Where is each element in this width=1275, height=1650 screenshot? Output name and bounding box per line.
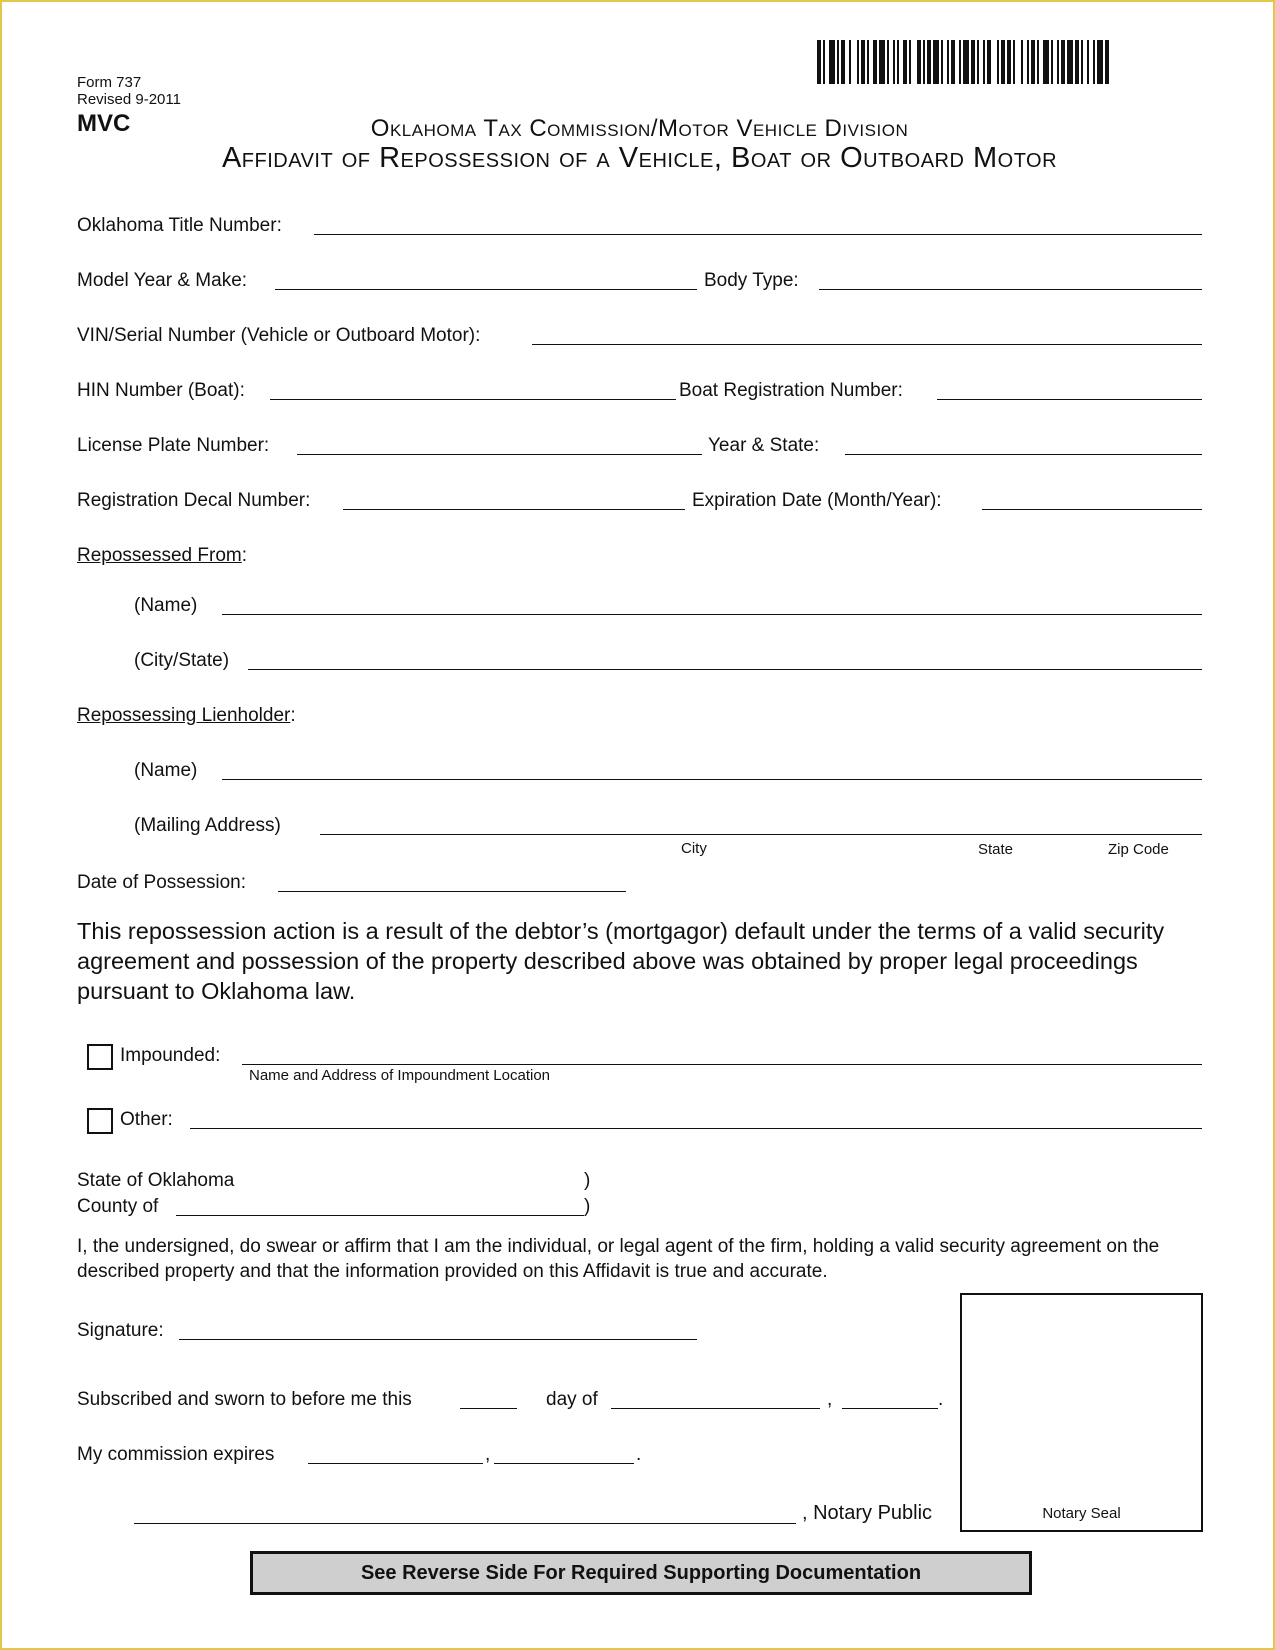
- notary-public-label: , Notary Public: [802, 1502, 933, 1524]
- other-checkbox[interactable]: [87, 1108, 113, 1134]
- commission-comma: ,: [485, 1444, 491, 1465]
- notary-seal-label: Notary Seal: [1042, 1505, 1121, 1522]
- year-state-label: Year & State:: [708, 435, 820, 456]
- impounded-label: Impounded:: [120, 1045, 221, 1066]
- day-of-label: day of: [546, 1389, 598, 1410]
- commission-date-line[interactable]: [308, 1463, 483, 1464]
- venue-county-label: County of: [77, 1196, 159, 1217]
- title-number-label: Oklahoma Title Number:: [77, 215, 282, 236]
- division-code: MVC: [77, 110, 131, 137]
- title-number-line[interactable]: [314, 234, 1202, 235]
- impounded-line[interactable]: [242, 1064, 1202, 1065]
- commission-period: .: [636, 1444, 642, 1465]
- notary-seal-box: [960, 1293, 1203, 1532]
- repossessed-city-line[interactable]: [248, 669, 1202, 670]
- signature-line[interactable]: [179, 1339, 697, 1340]
- boat-registration-line[interactable]: [937, 399, 1202, 400]
- hin-line[interactable]: [270, 399, 676, 400]
- impound-caption: Name and Address of Impoundment Location: [249, 1067, 551, 1084]
- mailing-address-line[interactable]: [320, 834, 1202, 835]
- body-type-line[interactable]: [819, 289, 1202, 290]
- other-label: Other:: [120, 1109, 173, 1130]
- body-type-label: Body Type:: [704, 270, 799, 291]
- mailing-address-label: (Mailing Address): [134, 815, 281, 836]
- subscribed-comma: ,: [827, 1389, 833, 1410]
- license-plate-line[interactable]: [297, 454, 702, 455]
- venue-paren-1: ): [584, 1170, 591, 1191]
- venue-county-line[interactable]: [176, 1215, 584, 1216]
- subscribed-year-line[interactable]: [842, 1408, 938, 1409]
- revised-date: Revised 9-2011: [77, 91, 181, 108]
- hin-label: HIN Number (Boat):: [77, 380, 245, 401]
- model-year-make-line[interactable]: [275, 289, 697, 290]
- reverse-side-banner: See Reverse Side For Required Supporting Documentation: [250, 1551, 1032, 1595]
- date-possession-line[interactable]: [278, 891, 626, 892]
- commission-label: My commission expires: [77, 1444, 275, 1465]
- notary-public-line[interactable]: [134, 1523, 796, 1524]
- state-caption: State: [978, 841, 1014, 858]
- lienholder-heading: Repossessing Lienholder:: [77, 705, 296, 726]
- year-state-line[interactable]: [845, 454, 1202, 455]
- barcode: [817, 40, 1197, 84]
- repossession-statement: This repossession action is a result of the debtor’s (mortgagor) default under the terms of a valid security agreement and possession of the property described above was obtained by proper legal proceedings pursuant to Oklahoma law.: [77, 918, 1165, 1004]
- expiration-date-label: Expiration Date (Month/Year):: [692, 490, 942, 511]
- license-plate-label: License Plate Number:: [77, 435, 270, 456]
- venue-paren-2: ): [584, 1196, 591, 1217]
- date-possession-label: Date of Possession:: [77, 872, 246, 893]
- expiration-date-line[interactable]: [982, 509, 1202, 510]
- model-year-make-label: Model Year & Make:: [77, 270, 248, 291]
- boat-registration-label: Boat Registration Number:: [679, 380, 903, 401]
- form-title: Affidavit of Repossession of a Vehicle, Boat or Outboard Motor: [221, 142, 1058, 174]
- oath-statement: I, the undersigned, do swear or affirm that I am the individual, or legal agent of the firm, holding a valid security agreement on the described property and that the information provided on this Affidavit is true and accurate.: [77, 1236, 1160, 1282]
- decal-number-label: Registration Decal Number:: [77, 490, 311, 511]
- signature-label: Signature:: [77, 1320, 164, 1341]
- impounded-checkbox[interactable]: [87, 1044, 113, 1070]
- decal-number-line[interactable]: [343, 509, 685, 510]
- zip-caption: Zip Code: [1108, 841, 1169, 858]
- vin-label: VIN/Serial Number (Vehicle or Outboard Motor):: [77, 325, 481, 346]
- other-line[interactable]: [190, 1128, 1202, 1129]
- subscribed-month-line[interactable]: [611, 1408, 820, 1409]
- subscribed-label: Subscribed and sworn to before me this: [77, 1389, 412, 1410]
- repossessed-name-label: (Name): [134, 595, 198, 616]
- repossessed-city-label: (City/State): [134, 650, 230, 671]
- agency-heading: Oklahoma Tax Commission/Motor Vehicle Division: [370, 115, 909, 142]
- form-number: Form 737: [77, 74, 142, 91]
- repossessed-from-heading: Repossessed From:: [77, 545, 248, 566]
- city-caption: City: [681, 840, 707, 857]
- commission-year-line[interactable]: [494, 1463, 634, 1464]
- barcode-bar: [1105, 40, 1109, 84]
- subscribed-period: .: [938, 1389, 944, 1410]
- venue-state: State of Oklahoma: [77, 1170, 235, 1191]
- repossessed-name-line[interactable]: [222, 614, 1202, 615]
- vin-line[interactable]: [532, 344, 1202, 345]
- lienholder-name-label: (Name): [134, 760, 198, 781]
- subscribed-day-line[interactable]: [460, 1408, 517, 1409]
- lienholder-name-line[interactable]: [222, 779, 1202, 780]
